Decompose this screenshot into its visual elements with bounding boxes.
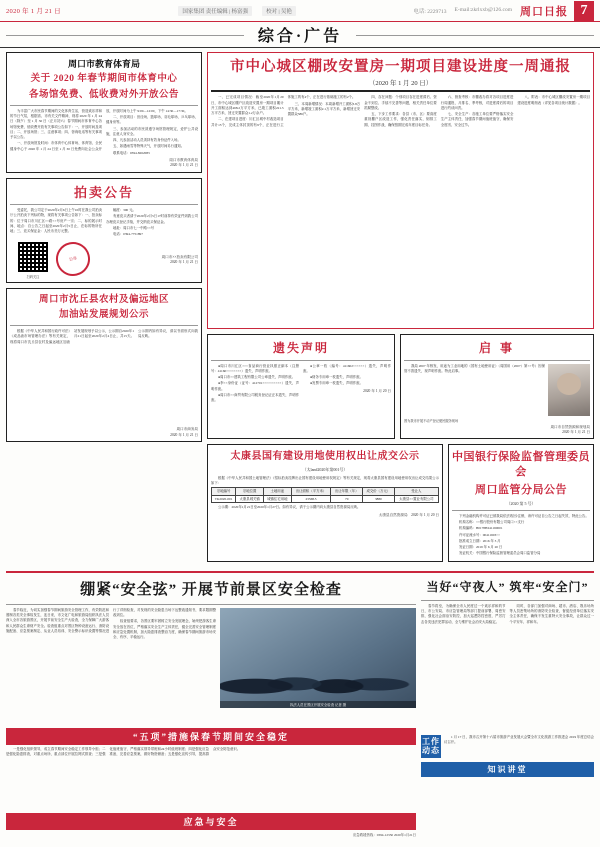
bank-notice-title-2: 周口监管分局公告 [475,484,567,497]
declaration-ritem-1: ●公章一枚（编号：411602××××××）遗失，声明作废。 [303,363,391,373]
notice1-item-1: 一、开放场馆及时间：市体育中心体育场、体育馆、全民健身中心于 2020 年 1 月 24 日至 1 月 30 日免费向社会公众开放，开放时间为上午 9:00—12:00，下午 14:30—17:30。 [10,108,188,151]
announcement-photo-caption: 图为我市开展不动产登记便民服务现场 [404,418,459,423]
bank-regulatory-notice [448,444,594,561]
notice1-sign-date: 2020 年 1 月 21 日 [170,163,198,168]
declaration-item-3: ●李××身份证（证号：412701××××××××××）遗失，声明作废。 [211,381,299,391]
divider [404,360,590,361]
announcement-sign-org: 周口市自然资源和规划局 [550,424,590,429]
main-article-subtitle: （2020 年 1 月 20 日） [368,80,433,88]
declaration-item-2: ●周口市××建筑工程有限公司公章遗失，声明作废。 [218,375,296,380]
land-notice-table [211,487,439,503]
declaration-left-items [211,364,299,405]
feature-sub-title-banner: “五项”措施保春节期间安全稳定 [6,728,416,745]
masthead-phone: 电话: 2229713 [413,8,447,15]
knowledge-column-banner: 知识讲堂 [421,762,594,777]
col-location: 宗地位置 [236,488,264,495]
notice-education-bureau [6,52,202,173]
bank-notice-body [452,514,590,557]
declaration-item-1: ●周口市川汇区×××食品商行营业执照正副本（注册号：41160××××××××）遗失，声明作废。 [211,363,299,373]
bank-field-5: 发证日期：2019 年 6 月 20 日 [459,545,503,550]
cell-price: 3880 [363,495,395,502]
notice3-signature [10,427,198,438]
notice2-qr-caption: 扫码关注 [26,274,40,279]
cell-grantee: 太康县××置业有限公司 [394,495,438,502]
land-notice-note-text: 公示期：2020年1月21日至2020年1月27日。如有异议，请于公示期内向太康县自然资源局反映。 [218,505,361,510]
notice-auction [6,178,202,283]
land-notice-subtitle: （太land2020年第001号） [302,466,348,472]
photo-figures [220,654,416,700]
main-article-p2: 二、在建项目进度：川汇区城中村改造项目共计15个，完成主体封顶的有9个，正在进行主体施工的有4个，正在进行基础施工的有2个。 [211,95,356,127]
notice1-item-5: 五、如遇雨雪等特殊天气，开放时间另行通知。 [113,144,185,149]
notice3-body [10,329,198,425]
work-updates-paragraph: 1 月 17 日，我市召开第十六届市旅游产业发展大会暨全市文化旅游工作推进会 2019 年度总结会议召开。 [444,734,594,745]
feature-photo-inspection [220,608,416,708]
bank-field-6: 发证机关：中国银行保险监督管理委员会周口监管分局 [459,551,541,556]
cell-area: 23568.5 [291,495,331,502]
table-header-row [212,488,439,495]
left-column [6,52,202,567]
notice1-signature [10,158,198,169]
main-article [207,52,594,329]
col-use: 土地用途 [263,488,291,495]
qr-code-icon [18,242,48,272]
declaration-ritem-2: ●财务专用章一枚遗失，声明作废。 [310,375,363,380]
feature-photo-caption: 执法人员在景区开展安全检查 记者 摄 [220,701,416,708]
top-row [6,52,594,567]
divider [10,325,198,326]
land-notice-signature [211,513,439,518]
main-article-body [211,95,590,325]
feature-left-title: 绷紧“安全弦” 开展节前景区安全检查 [80,581,342,598]
cell-location: 太康县城关镇 [236,495,264,502]
divider [10,105,198,106]
announcement-sign-date: 2020 年 1 月 21 日 [562,429,590,434]
bank-notice-title-1: 中国银行保险监督管理委员会 [452,451,590,479]
notice1-item-4: 四、凡参加活动人员须持有效身份证件入场。 [113,138,181,143]
table-row [212,495,439,502]
feature-left-body [6,608,216,726]
land-bank-row [207,444,594,566]
announcement-photo [548,364,590,416]
land-notice-title: 太康县国有建设用地使用权出让成交公示 [230,451,420,463]
bank-notice-doc-no: （2020 第 5 号） [506,500,536,506]
feature-left-p1: 春节临近，为切实加强春节期间旅游安全管理工作，有效防范和遏制各类安全事故发生，连日来，市文化广电和旅游局组织执法人员深入全市各旅游景区，开展节前安全生产大检查，全力保障广大游客和人民群众生命财产安全。检查组重点对景区特种设备运行、消防设施配备、应急预案制定、从业人员培训、安全警示标识设置等情况进行了详细检查，对发现的安全隐患当场下达整改通知书，要求限期整改到位。 [6,607,216,633]
land-notice-intro-text: 根据《中华人民共和国土地管理法》《招标拍卖挂牌出让国有建设用地使用权规定》等有关规定，现将太康县国有建设用地使用权出让成交结果公示如下： [211,475,439,486]
bank-notice-text: 下列金融机构许可证已被我局依法收回/注销，该许可证自公告之日起失效，特此公告。 [459,513,589,518]
divider [211,360,391,361]
emergency-safety-banner: 应急与安全 [6,813,416,830]
lost-declaration [207,334,395,439]
bottom-feature-row [6,576,594,837]
feature-right [421,576,594,837]
land-notice-sign-date: 2020 年 1 月 20 日 [411,512,439,517]
section-title: 综合·广告 [244,23,356,46]
bank-field-4: 批准成立日期：2016 年 3 月 [459,538,501,543]
notice1-sign-org: 周口市教育体育局 [169,157,198,162]
main-article-p5: 五、下步工作要求：各县（市、区）要高度重视棚户区改造工作，强化责任落实，倒排工期、挂图作战，确保按期完成年度目标任务。 [364,112,437,127]
divider [452,510,590,511]
emergency-hotline: 应急救援热线：0394-12350 2020年1月21日 [352,832,416,837]
announcement-notice [400,334,594,439]
masthead-credit-2: 校对 | 吴艳 [262,6,296,16]
cell-years: 70 [331,495,363,502]
masthead-credit-1: 国家集团 责任编辑 | 杨富强 [178,6,252,16]
notice2-intro: 受委托，我公司定于2020年2月6日上午10时在我公司拍卖厅公开拍卖下列标的物，现将有关事项公告如下：一、拍卖标的：位于周口市川汇区××路××号房产一宗；二、标的展示时间、地点：自公告之日起至2020年2月5日止，在标的物所在地；三、竞买保证金：人民币叁万元整。 [10,208,102,234]
notice3-sign-date: 2020 年 1 月 21 日 [170,432,198,437]
land-notice-intro [211,476,439,487]
divider [6,604,416,605]
cell-parcel-id: TK2020-001 [212,495,236,502]
work-updates-tab[interactable] [421,735,441,759]
notice1-title-line1: 关于 2020 年春节期间市体育中心 [30,74,178,85]
feature-left [6,576,416,837]
feature-right-title: 当好“守夜人” 筑牢“安全门” [426,579,589,594]
notice3-sign-org: 周口市商务局 [176,427,198,432]
feature-right-body [421,604,594,732]
main-article-p8: 八、附表：市中心城区棚改安置房一期项目建设进度明细表（详见各项目统计数据）。 [517,95,590,105]
notice1-intro: 为丰富广大市民春节期间的文化体育生活，营造欢乐祥和的节日气氛，根据省、市有关文件精神，现将 2020 年 1 月 24 日（除夕）至 1 月 30 日（正月初六）春节期间市体育中心各场馆免费、低收费开放有关事项公告如下：一、开放时间及项目；二、开放场馆；三、注意事项；四、咨询电话等有关事项予以公告。 [10,108,102,140]
notice2-sign-date: 2020 年 1 月 21 日 [170,260,198,265]
divider [421,600,594,601]
feature-left-sub-body [6,747,416,811]
notice3-text: 根据《中华人民共和国行政许可法》《成品油市场管理办法》等有关规定，现将周口市沈丘县农村及偏远地区加油站发展规划予以公示，公示期自2020年1月21日起至2020年2月4日止，共15天。公示期内如有异议，请以书面形式向我局反映。 [10,329,198,344]
notice1-item-3: 三、参加活动的市民须遵守场馆管理规定，爱护公共设施，注意人身安全。 [106,126,198,136]
notice1-title-line2: 各场馆免费、低收费对外开放公告 [28,89,179,100]
notice3-title-line2: 加油站发展规划公示 [58,310,149,321]
masthead-contact [413,7,512,15]
announcement-title: 启 事 [478,341,515,356]
divider [211,90,590,92]
feature-right-p1: 春节将至，为确保全市人民度过一个欢乐祥和的节日，市公安局、市应急管理局等部门提前部署、周密安排，强化社会面治安防控，加大巡逻防控密度，严厉打击各类违法犯罪活动，全力维护社会治安大局稳定。 [421,603,506,624]
notice2-title: 拍卖公告 [73,184,134,200]
notice2-price-note: 幅度：300 元。 [113,208,136,213]
bank-field-2: 机构编码：B0178H241160001 [459,526,503,531]
land-notice-note [211,505,439,510]
divider [10,204,198,205]
declaration-announcement-row [207,334,594,444]
notice1-phone: 联系电话：0394-8262083 [113,150,150,155]
main-article-p7: 七、安全生产：各施工单位要严格落实安全生产主体责任，加强春节期间值班值守，确保安全度汛、安全过节。 [440,112,514,127]
notice2-sign-org: 周口市××拍卖有限公司 [161,254,198,259]
work-updates-text [444,735,594,759]
masthead [0,0,600,22]
declaration-title: 遗失声明 [272,341,329,356]
notice3-title-line1: 周口市沈丘县农村及偏远地区 [38,294,169,305]
declaration-item-4: ●周口市××商贸有限公司税务登记证正本遗失，声明作废。 [211,392,299,403]
main-article-title: 市中心城区棚改安置房一期项目建设进度一周通报 [230,59,571,75]
col-price: 成交价（万元） [363,488,395,495]
official-seal-icon: 公章 [53,239,93,279]
work-updates-tab-label: 工作动态 [422,736,440,755]
masthead-date: 2020 年 1 月 21 日 [6,8,61,15]
feature-separator [6,571,594,573]
page-number: 7 [574,1,594,21]
col-years: 出让年限（年） [331,488,363,495]
notice1-body [10,109,198,156]
notice2-extra: 有意竞买者请于2020年2月5日17时前持有效证件到我公司办理竞买登记手续，并交纳竞买保证金。 [106,214,198,224]
cell-use: 城镇住宅用地 [263,495,291,502]
paper-name: 周口日报 [520,5,568,18]
bank-field-3: 许可证流水号：00411603×× [459,532,500,537]
main-column [207,52,594,567]
masthead-credits [61,6,414,16]
notice2-tel: 电话：0394-7751897 [113,232,143,237]
main-article-p1: 一、已完成项目情况：截至2020年1月20日，市中心城区棚户区改造安置房一期项目累计开工面积达到468.2万平方米，已竣工面积221.5万平方米，回迁安置群众1.2万余户。 [211,95,284,116]
announcement-signature [404,425,590,436]
main-article-p3: 三、本周新增情况：本周新增开工面积3.8万平方米，新增竣工面积2.1万平方米，新增回迁安置群众386户。 [287,101,361,117]
masthead-email: E-mail:zkrlxxb@126.com [454,6,512,13]
land-transfer-notice [207,444,443,561]
declaration-right-items [303,364,391,405]
bank-field-1: 机构名称：××银行股份有限公司周口××支行 [459,520,525,525]
declaration-date: 2020 年 1 月 20 日 [363,388,391,393]
main-article-p6: 六、督查考核：市棚改办将对各项目进度进行周通报、月排名、季考核，对进度滞后的项目进行约谈问责。 [440,95,514,110]
feature-left-sub-text: 一是强化组织领导，成立春节期间安全稳定工作领导小组；二是强化隐患排查，对重点场所、重点部位开展拉网式排查；三是强化值班值守，严格落实领导带班和24小时值班制度；四是强化应急准备，完善应急预案，做好物资储备；五是强化宣传引导，提高群众安全防范意识。 [6,746,241,757]
col-area: 出让面积（平方米） [291,488,331,495]
land-notice-sign-org: 太康县自然资源局 [378,512,408,517]
col-grantee: 受让人 [394,488,438,495]
col-parcel-id: 宗地编号 [212,488,236,495]
notice2-signature [90,255,198,266]
notice1-org: 周口市教育体育局 [67,59,140,69]
declaration-ritem-3: ●发票专用章一枚遗失，声明作废。 [310,381,363,386]
announcement-text: 我局 2007 年核发、用途为工业用地的《国有土地使用证》（周国用（2007）第××号）因保管不善遗失，现声明作废。特此启事。 [404,363,545,373]
notice2-body [10,208,198,237]
notice-gas-station-plan [6,288,202,442]
feature-left-p2: 检查组要求，各景区要牢固树立安全发展理念，始终把游客生命安全放在首位，严格落实安全生产主体责任，健全完善安全管理制度和应急处置机制，加大隐患排查整治力度，确保春节期间旅游市场安全、有序、平稳运行。 [113,619,216,640]
notice1-item-2: 二、开放项目：田径场、篮球场、羽毛球场、乒乓球场、健身房等。 [106,115,198,125]
notice2-address: 地址：周口市七一中路××号 [113,226,155,231]
section-title-bar [0,22,600,48]
main-article-p4: 四、存在问题：个别项目存在进度滞后、资金不到位、手续不完善等问题，相关责任单位要抓紧整改。 [364,95,437,110]
feature-right-p2: 同时，各部门加强对商场、超市、酒店、娱乐场所等人员密集场所的消防安全检查，督促经营单位落实安全主体责任，确保不发生重特大安全事故，让群众过一个平安年、祥和年。 [509,603,594,624]
